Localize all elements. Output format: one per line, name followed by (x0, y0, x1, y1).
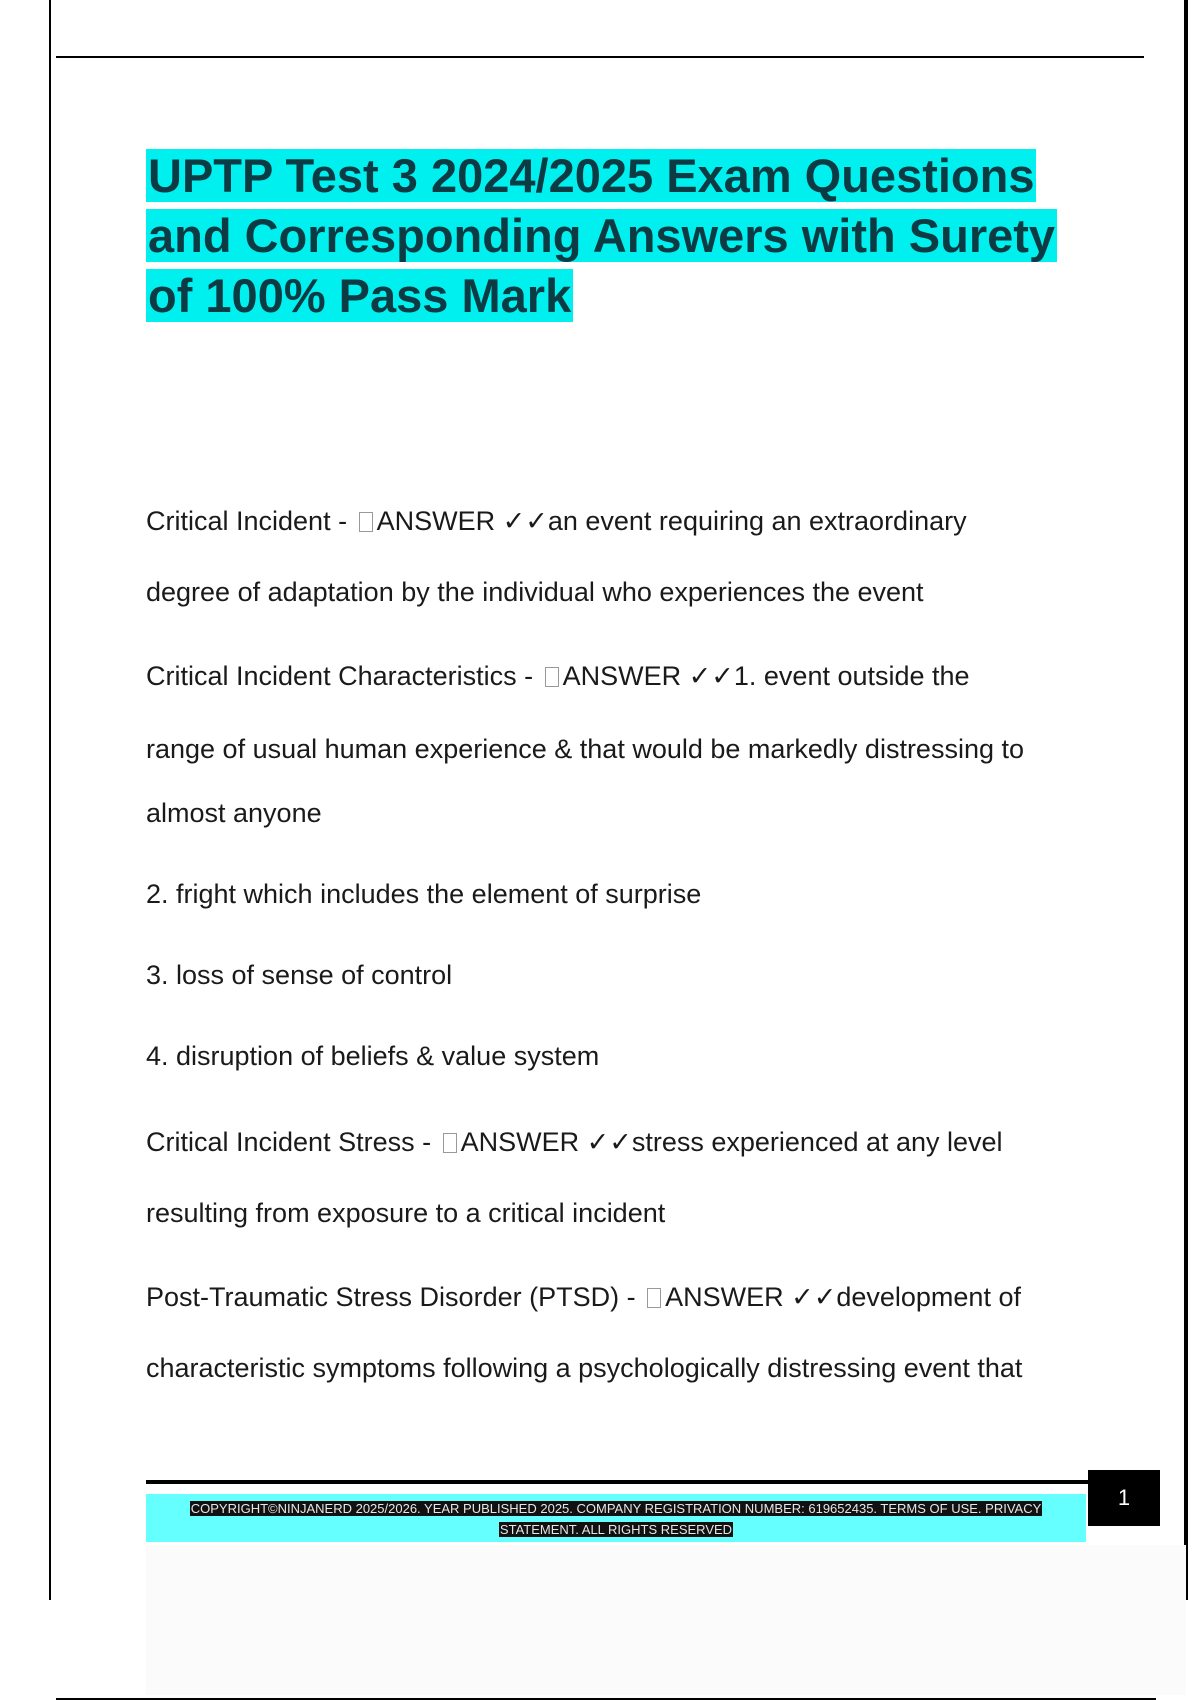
qa-line (146, 1282, 1021, 1313)
qa-line: degree of adaptation by the individual who experiences the event (146, 577, 924, 607)
page-left-border (49, 0, 51, 1600)
question-term: Critical Incident Stress - (146, 1127, 432, 1157)
qa-line: 2. fright which includes the element of surprise (146, 879, 702, 909)
qa-line: characteristic symptoms following a psychologically distressing event that (146, 1353, 1023, 1383)
footer-rule (146, 1480, 1088, 1484)
page-right-border (1184, 0, 1188, 1600)
qa-line (146, 661, 970, 692)
answer-text: ANSWER ✓✓stress experienced at any level (460, 1127, 1003, 1157)
copyright-line-2: STATEMENT. ALL RIGHTS RESERVED (499, 1522, 733, 1537)
title-line-2: and Corresponding Answers with Surety (148, 209, 1056, 262)
answer-box-icon (359, 512, 373, 532)
qa-line: almost anyone (146, 798, 322, 828)
page-bottom-area (146, 1545, 1186, 1695)
answer-box-icon (545, 667, 559, 687)
qa-line (146, 1127, 1003, 1158)
question-term: Critical Incident - (146, 506, 348, 536)
question-term: Post-Traumatic Stress Disorder (PTSD) - (146, 1282, 636, 1312)
header-rule (56, 56, 1144, 58)
answer-text: ANSWER ✓✓an event requiring an extraordinary (376, 506, 967, 536)
qa-line (146, 506, 967, 537)
page-number: 1 (1088, 1470, 1160, 1526)
copyright-footer (146, 1494, 1086, 1542)
document-title (146, 146, 1096, 326)
qa-line: range of usual human experience & that would be markedly distressing to (146, 734, 1025, 764)
title-line-3: of 100% Pass Mark (148, 269, 572, 322)
title-line-1: UPTP Test 3 2024/2025 Exam Questions (148, 149, 1035, 202)
qa-line: resulting from exposure to a critical incident (146, 1198, 666, 1228)
answer-box-icon (443, 1133, 457, 1153)
copyright-line-1: COPYRIGHT©NINJANERD 2025/2026. YEAR PUBLISHED 2025. COMPANY REGISTRATION NUMBER: 619652435. TERMS OF USE. PRIVACY (190, 1501, 1042, 1516)
qa-line: 3. loss of sense of control (146, 960, 453, 990)
question-term: Critical Incident Characteristics - (146, 661, 534, 691)
qa-line: 4. disruption of beliefs & value system (146, 1041, 600, 1071)
answer-box-icon (647, 1288, 661, 1308)
answer-text: ANSWER ✓✓1. event outside the (562, 661, 970, 691)
answer-text: ANSWER ✓✓development of (665, 1282, 1021, 1312)
